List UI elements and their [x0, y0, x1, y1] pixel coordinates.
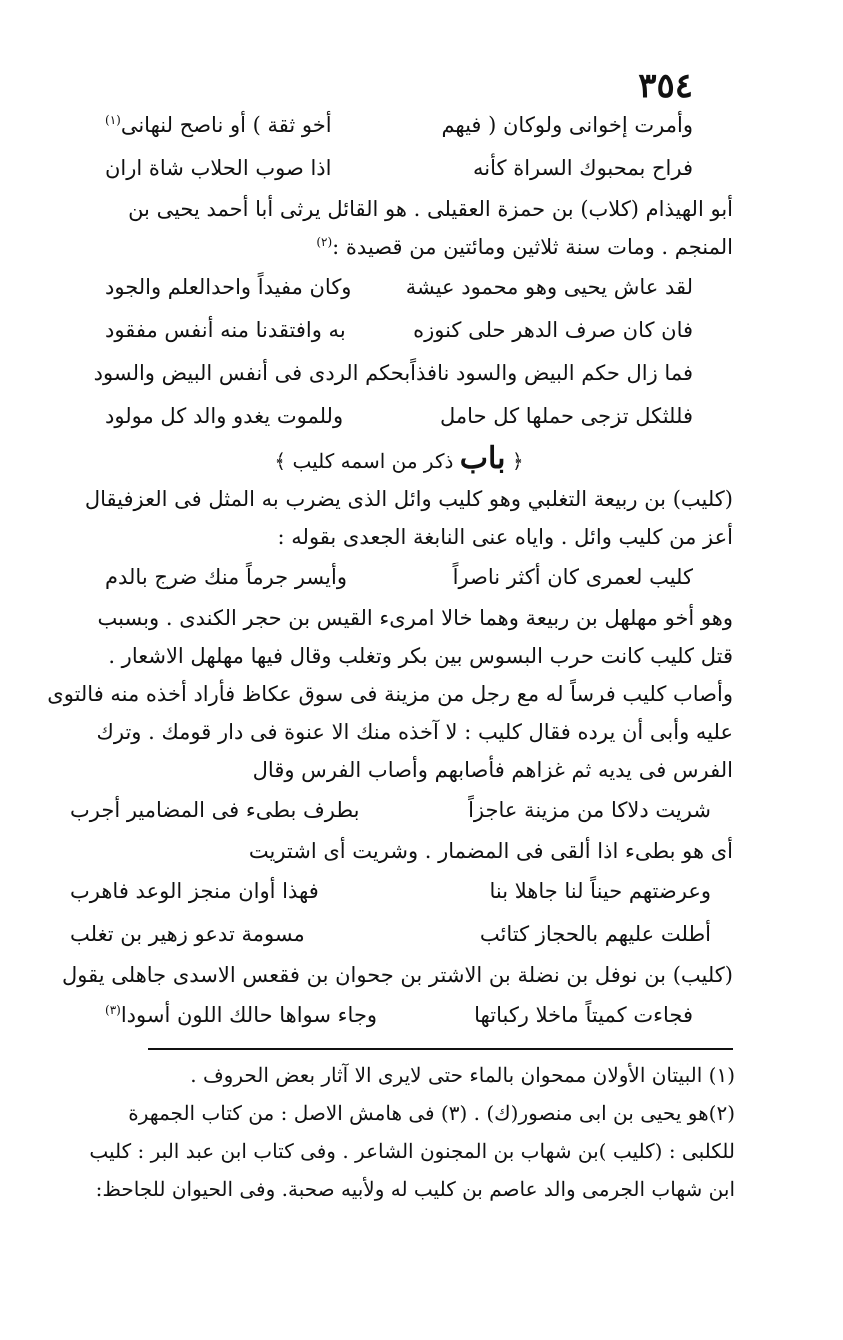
- footnote-marker: (٢): [316, 235, 333, 249]
- hemistich-text: وأيسر جرماً منك ضرج بالدم: [105, 565, 347, 589]
- hemistich-text: مسومة تدعو زهير بن تغلب: [70, 922, 305, 946]
- hemistich-text: وكان مفيداً واحدالعلم والجود: [105, 275, 352, 299]
- hemistich-second: [70, 789, 359, 832]
- hemistich-first: [473, 147, 693, 190]
- prose-text: أى هو بطىء اذا ألقى فى المضمار . وشريت أى اشتريت: [248, 839, 733, 863]
- hemistich-second: [105, 104, 332, 147]
- hemistich-first: [474, 994, 693, 1037]
- hemistich-first: [413, 309, 693, 352]
- hemistich-second: [105, 266, 351, 309]
- hemistich-first: [480, 913, 711, 956]
- footnotes: [89, 1056, 735, 1208]
- hemistich-text: وأمرت إخوانى ولوكان ( فيهم: [441, 113, 693, 137]
- prose-line: [65, 599, 733, 637]
- verse-line: [65, 104, 733, 147]
- prose-text: أعز من كليب وائل . واياه عنى النابغة الجعدى بقوله :: [277, 525, 733, 549]
- prose-line: [65, 832, 733, 870]
- prose-text: (كليب) بن نوفل بن نضلة بن الاشتر بن جحوان بن فقعس الاسدى جاهلى يقول: [61, 963, 733, 987]
- verse-line: [65, 309, 733, 352]
- hemistich-first: [406, 266, 693, 309]
- footnote-divider: [148, 1048, 733, 1050]
- prose-text: المنجم . ومات سنة ثلاثين ومائتين من قصيدة :: [332, 235, 733, 259]
- hemistich-text: وجاء سواها حالك اللون أسودا: [120, 1003, 378, 1027]
- main-text: [47, 104, 733, 1037]
- footnote-marker: (٣): [105, 1003, 121, 1017]
- prose-line: [65, 637, 733, 675]
- hemistich-text: كليب لعمرى كان أكثر ناصراً: [452, 565, 693, 589]
- hemistich-first: [468, 789, 711, 832]
- hemistich-second: [105, 994, 377, 1037]
- prose-text: قتل كليب كانت حرب البسوس بين بكر وتغلب وقال فيها مهلهل الاشعار .: [108, 644, 733, 668]
- bracket-open: ﴿: [511, 449, 524, 473]
- prose-text: عليه وأبى أن يرده فقال كليب : لا آخذه منك الا عنوة فى دار قومك . وترك: [96, 720, 733, 744]
- hemistich-first: [440, 395, 693, 438]
- hemistich-text: أطلت عليهم بالحجاز كتائب: [479, 922, 711, 946]
- prose-text: الفرس فى يديه ثم غزاهم فأصابهم وأصاب الفرس وقال: [252, 758, 733, 782]
- prose-text: وأصاب كليب فرساً له مع رجل من مزينة فى سوق عكاظ فأراد أخذه منه فالتوى: [47, 682, 733, 706]
- page-number: ٣٥٤: [638, 66, 693, 106]
- footnote: ابن شهاب الجرمى والد عاصم بن كليب له ولأبيه صحبة. وفى الحيوان للجاحظ:: [95, 1177, 735, 1201]
- verse-line: [65, 913, 733, 956]
- hemistich-text: بطرف بطىء فى المضامير أجرب: [70, 798, 360, 822]
- prose-line: [65, 518, 733, 556]
- hemistich-second: [105, 395, 343, 438]
- footnote-marker: (١): [105, 113, 121, 127]
- heading-title: ذكر من اسمه كليب: [292, 449, 454, 473]
- prose-line: [61, 956, 733, 994]
- hemistich-second: [105, 147, 332, 190]
- hemistich-first: [410, 352, 693, 395]
- hemistich-text: اذا صوب الحلاب شاة اران: [105, 156, 332, 180]
- verse-line: [65, 395, 733, 438]
- prose-line: [47, 675, 733, 713]
- hemistich-second: [105, 309, 346, 352]
- heading-bab: باب: [459, 441, 506, 476]
- verse-line: [65, 266, 733, 309]
- hemistich-text: فهذا أوان منجز الوعد فاهرب: [70, 879, 319, 903]
- hemistich-text: وعرضتهم حيناً لنا جاهلا بنا: [489, 879, 711, 903]
- verse-line: [65, 994, 733, 1037]
- prose-text: أبو الهيذام (كلاب) بن حمزة العقيلى . هو القائل يرثى أبا أحمد يحيى بن: [128, 197, 733, 221]
- hemistich-second: [105, 556, 347, 599]
- prose-line: [65, 228, 733, 266]
- hemistich-second: [70, 913, 305, 956]
- hemistich-text: بحكم الردى فى أنفس البيض والسود: [93, 361, 411, 385]
- verse-line: [65, 789, 733, 832]
- section-heading: [65, 438, 733, 480]
- footnote: (١) البيتان الأولان ممحوان بالماء حتى لايرى الا آثار بعض الحروف .: [190, 1063, 735, 1087]
- hemistich-text: لقد عاش يحيى وهو محمود عيشة: [405, 275, 693, 299]
- verse-line: [65, 556, 733, 599]
- verse-line: [65, 870, 733, 913]
- hemistich-text: فما زال حكم البيض والسود نافذاً: [410, 361, 693, 385]
- hemistich-text: أخو ثقة ) أو ناصح لنهانى: [120, 113, 332, 137]
- hemistich-text: شريت دلاكا من مزينة عاجزاً: [468, 798, 711, 822]
- footnote: (٢)هو يحيى بن ابى منصور(ك) . (٣) فى هامش الاصل : من كتاب الجمهرة: [128, 1101, 735, 1125]
- hemistich-text: فراح بمحبوك السراة كأنه: [473, 156, 693, 180]
- verse-line: [65, 352, 733, 395]
- prose-line: [65, 480, 733, 518]
- hemistich-text: فللثكل تزجى حملها كل حامل: [440, 404, 693, 428]
- hemistich-second: [70, 870, 319, 913]
- prose-line: [65, 751, 733, 789]
- hemistich-first: [489, 870, 711, 913]
- prose-line: [65, 190, 733, 228]
- footnote: للكلبى : (كليب )بن شهاب بن المجنون الشاعر . وفى كتاب ابن عبد البر : كليب: [89, 1139, 735, 1163]
- hemistich-first: [441, 104, 693, 147]
- hemistich-first: [453, 556, 693, 599]
- hemistich-text: فجاءت كميتاً ماخلا ركباتها: [474, 1003, 693, 1027]
- prose-line: [65, 713, 733, 751]
- prose-text: وهو أخو مهلهل بن ربيعة وهما خالا امرىء القيس بن حجر الكندى . وبسبب: [97, 606, 733, 630]
- hemistich-text: به وافتقدنا منه أنفس مفقود: [105, 318, 346, 342]
- hemistich-second: [94, 352, 411, 395]
- verse-line: [65, 147, 733, 190]
- prose-text: (كليب) بن ربيعة التغلبي وهو كليب وائل الذى يضرب به المثل فى العزفيقال: [84, 487, 733, 511]
- hemistich-text: فان كان صرف الدهر حلى كنوزه: [413, 318, 693, 342]
- hemistich-text: وللموت يغدو والد كل مولود: [105, 404, 344, 428]
- bracket-close: ﴾: [274, 449, 287, 473]
